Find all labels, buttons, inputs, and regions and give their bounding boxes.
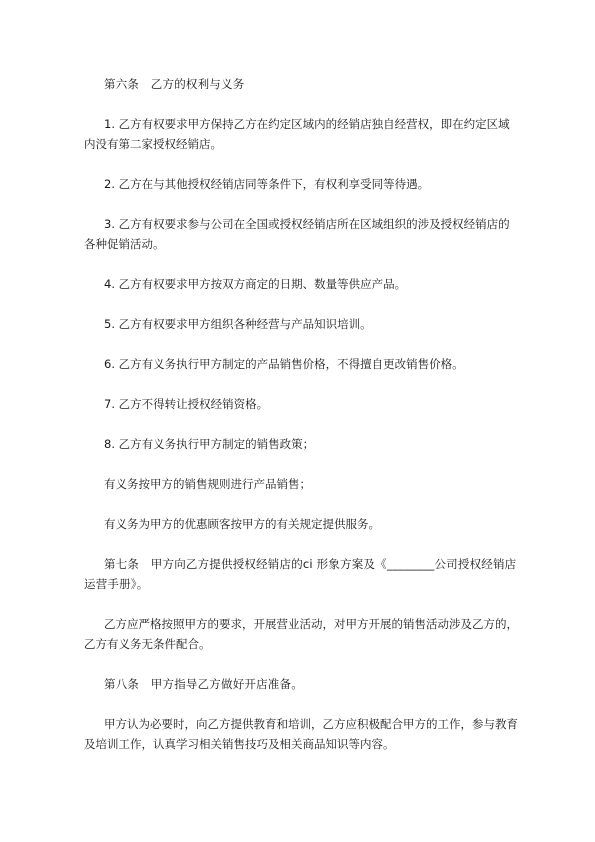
article-6-item-1: 1. 乙方有权要求甲方保持乙方在约定区域内的经销店独自经营权，即在约定区域内没有第二家授权经销店。 (84, 117, 510, 151)
article-6-item-4: 4. 乙方有权要求甲方按双方商定的日期、数量等供应产品。 (104, 277, 407, 291)
article-6-item-6: 6. 乙方有义务执行甲方制定的产品销售价格，不得擅自更改销售价格。 (104, 357, 464, 371)
article-7-paragraph: 乙方应严格按照甲方的要求，开展营业活动，对甲方开展的销售活动涉及乙方的，乙方有义务无条件配合。 (84, 617, 518, 651)
article-6-item-8-sales-rule: 有义务按甲方的销售规则进行产品销售； (104, 477, 311, 491)
article-6-item-7: 7. 乙方不得转让授权经销资格。 (104, 397, 269, 411)
article-6-item-8: 8. 乙方有义务执行甲方制定的销售政策； (104, 437, 315, 451)
article-6-heading: 第六条 乙方的权利与义务 (104, 77, 245, 91)
article-7-heading: 第七条 甲方向乙方提供授权经销店的ci 形象方案及《________公司授权经销店运营手册》。 (84, 557, 517, 591)
article-6-item-8-customer-service: 有义务为甲方的优惠顾客按甲方的有关规定提供服务。 (104, 517, 380, 531)
article-6-item-2: 2. 乙方在与其他授权经销店同等条件下，有权利享受同等待遇。 (104, 177, 430, 191)
article-8-paragraph: 甲方认为必要时，向乙方提供教育和培训，乙方应积极配合甲方的工作，参与教育及培训工作，认真学习相关销售技巧及相关商品知识等内容。 (84, 717, 518, 751)
article-6-item-3: 3. 乙方有权要求参与公司在全国或授权经销店所在区域组织的涉及授权经销店的各种促销活动。 (84, 217, 510, 251)
article-8-heading: 第八条 甲方指导乙方做好开店准备。 (104, 677, 303, 691)
article-6-item-5: 5. 乙方有权要求甲方组织各种经营与产品知识培训。 (104, 317, 372, 331)
